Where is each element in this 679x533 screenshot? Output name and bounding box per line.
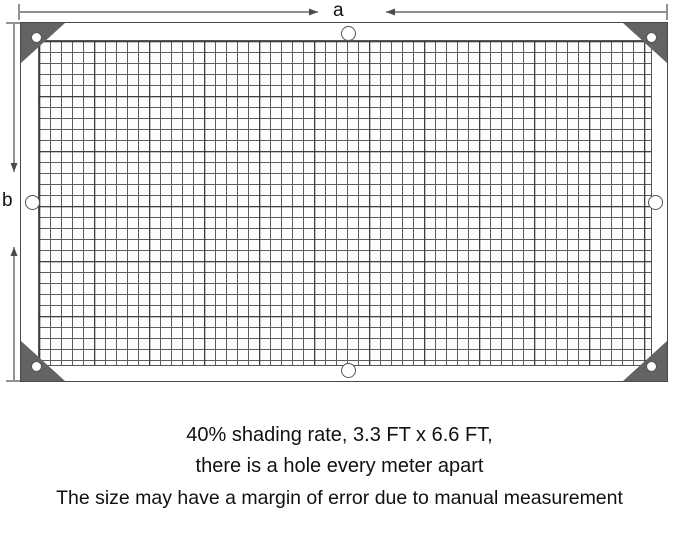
grommet-hole-icon-corner-bottom-right (646, 361, 657, 372)
description-line-2: there is a hole every meter apart (195, 455, 484, 477)
corner-reinforcement-icon-bottom-right (623, 341, 667, 381)
description-line-1: 40% shading rate, 3.3 FT x 6.6 FT, (186, 424, 493, 446)
height-dimension-label: b (2, 190, 13, 211)
product-description (0, 420, 679, 514)
grommet-hole-icon-top-center (341, 26, 356, 41)
grommet-hole-icon-corner-top-left (31, 32, 42, 43)
grommet-hole-icon-right-center (648, 195, 663, 210)
grommet-hole-icon-left-center (25, 195, 40, 210)
grid-mesh-icon (38, 40, 652, 366)
corner-reinforcement-icon-top-right (623, 23, 667, 63)
grommet-hole-icon-corner-bottom-left (31, 361, 42, 372)
corner-reinforcement-icon-bottom-left (21, 341, 65, 381)
description-line-3: The size may have a margin of error due to manual measurement (56, 487, 623, 509)
width-dimension-label: a (333, 0, 344, 21)
corner-reinforcement-icon-top-left (21, 23, 65, 63)
grommet-hole-icon-bottom-center (341, 363, 356, 378)
grommet-hole-icon-corner-top-right (646, 32, 657, 43)
shade-net-panel (20, 22, 668, 382)
